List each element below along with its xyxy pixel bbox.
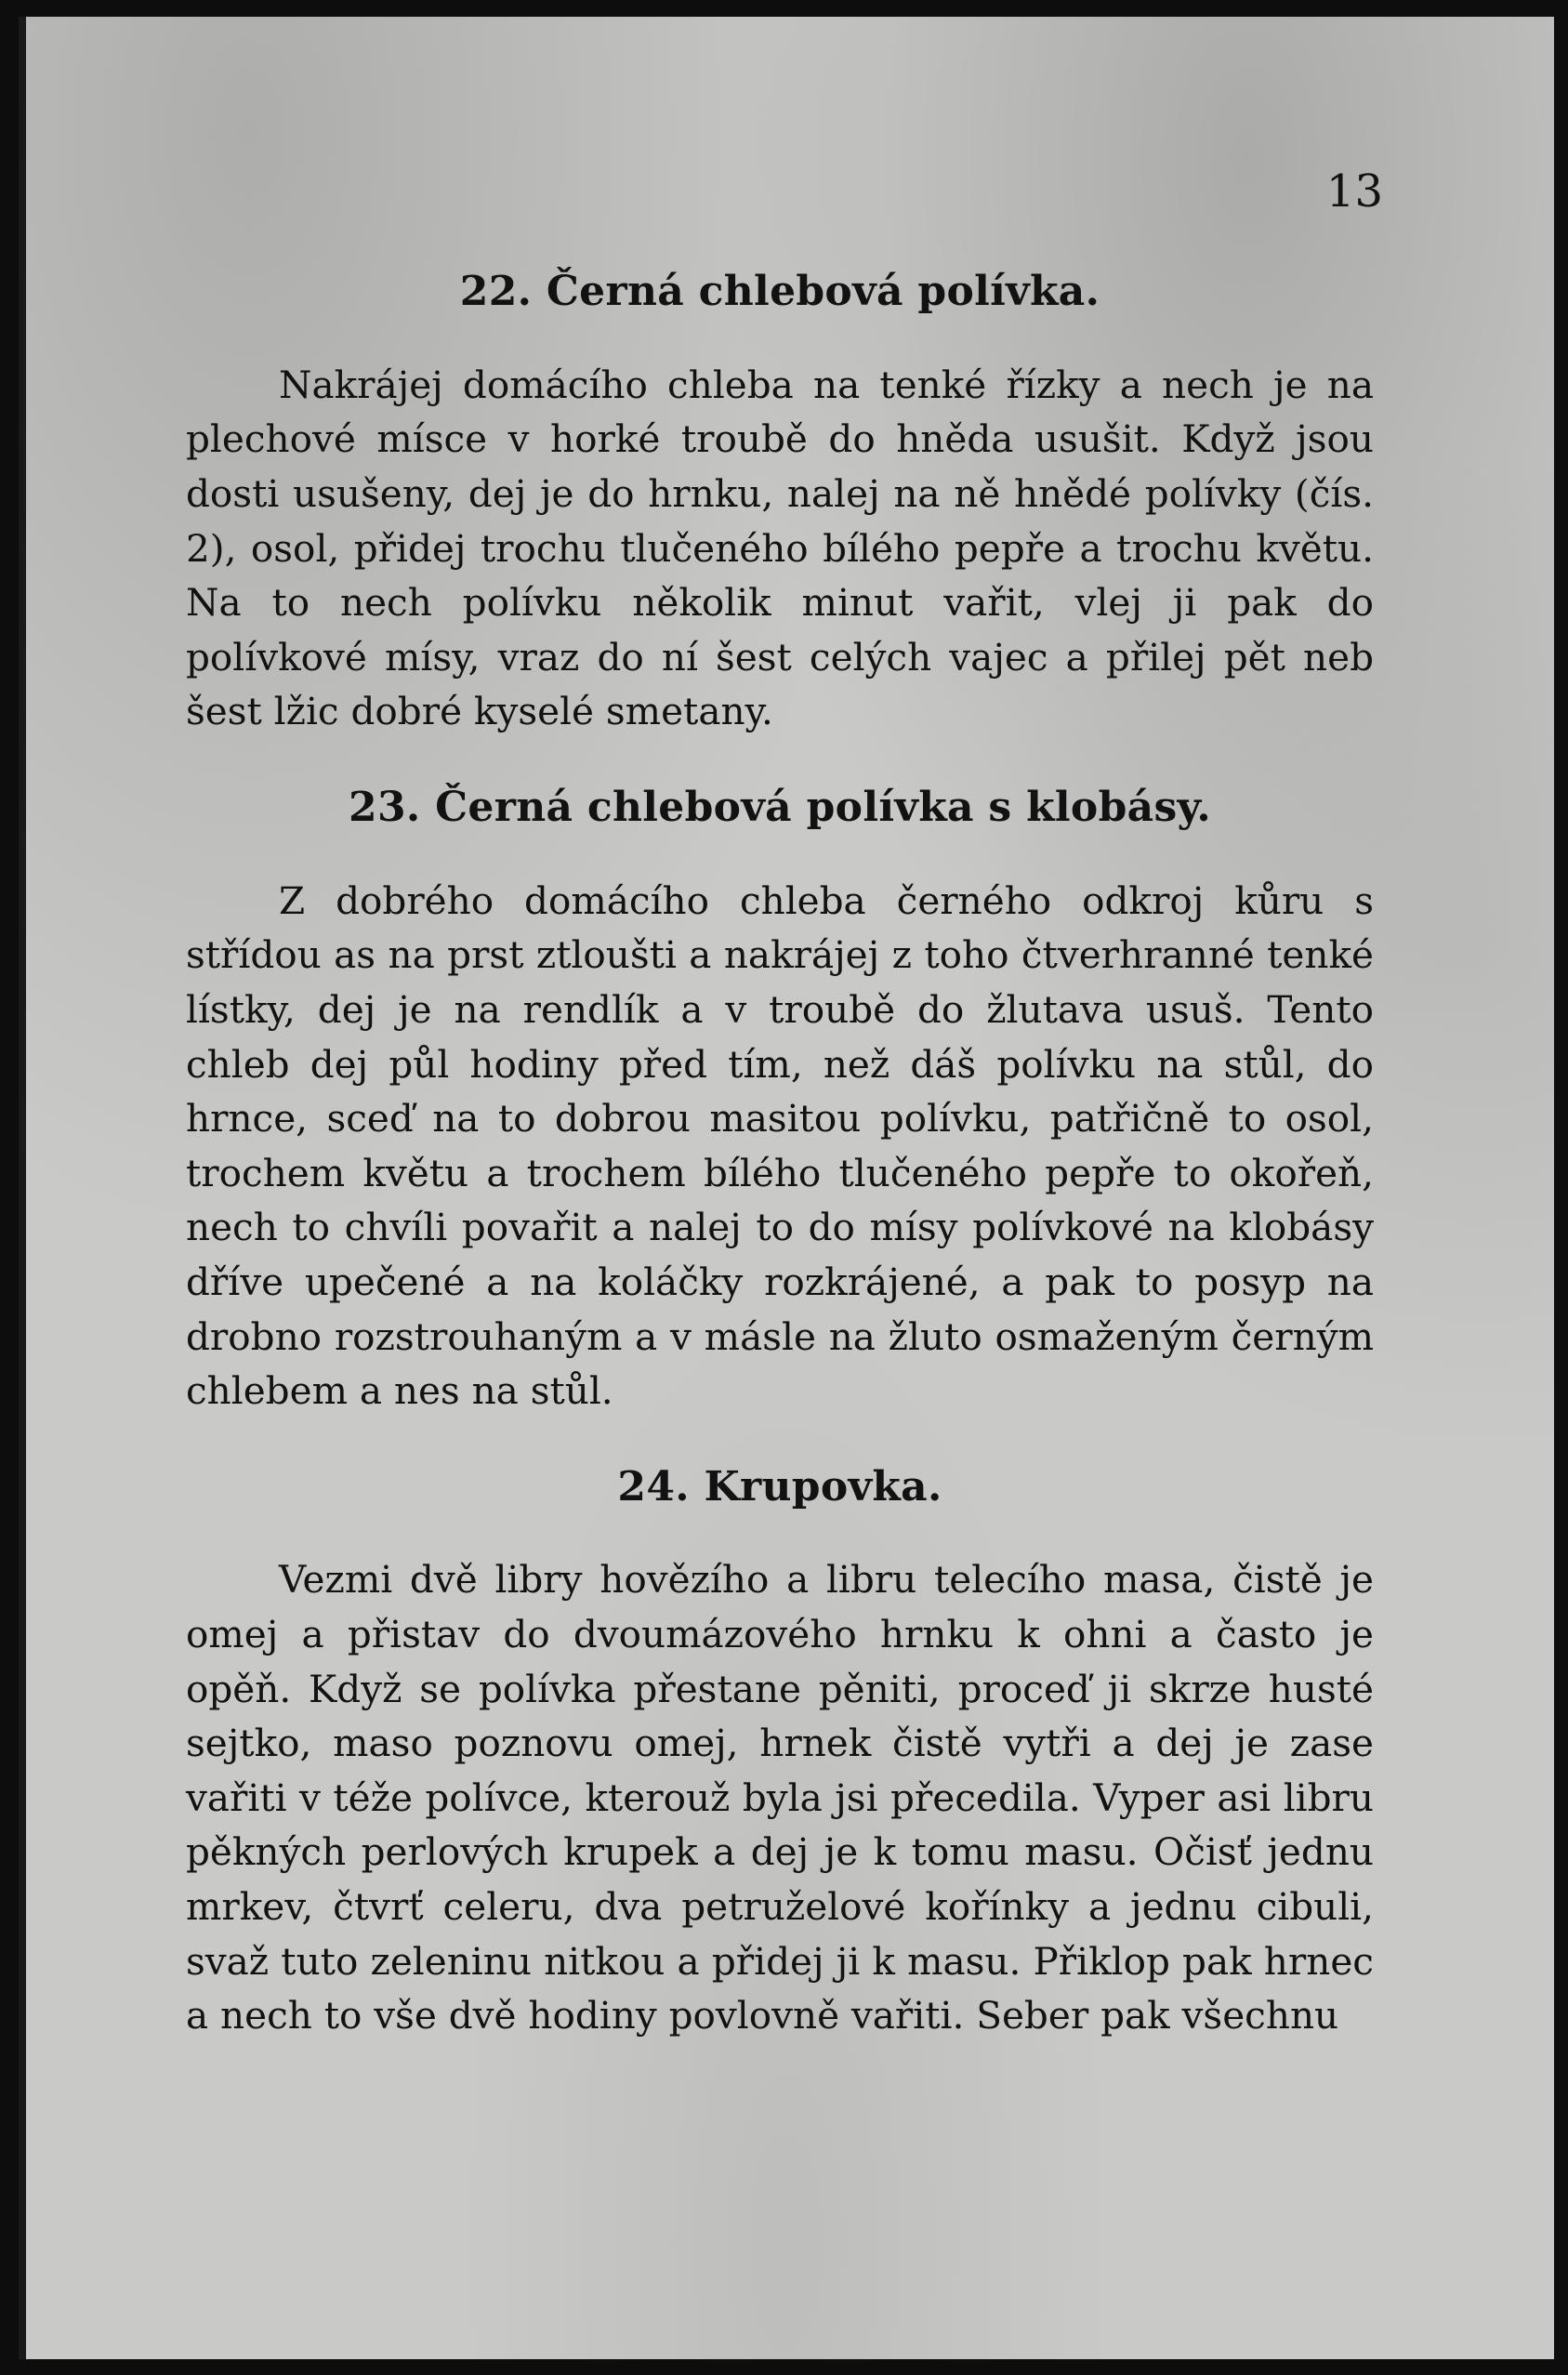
section-heading-24: 24. Krupovka.	[617, 1462, 942, 1511]
spacer	[186, 1511, 1374, 1552]
section-text-24: Vezmi dvě libry hovězího a libru telecího masa, čistě je omej a přistav do dvoumázového hrnku k ohni a často je opěň. Když se polívka přestane pěniti, proceď ji skrze husté sejtko, maso poznovu omej, hrnek čistě vytři a dej je zase vařiti v téže polívce, kterouž byla jsi přecedila. Vyper asi libru pěkných perlových krupek a dej je k tomu masu. Očisť jednu mrkev, čtvrť celeru, dva petruželové kořínky a jednu cibuli, svaž tuto zeleninu nitkou a přidej ji k masu. Přiklop pak hrnec a nech to vše dvě hodiny povlovně vařiti. Seber pak všechnu	[186, 1557, 1374, 2039]
page-number: 13	[1325, 165, 1383, 218]
section-heading-22: 22. Černá chlebová polívka.	[459, 268, 1100, 315]
spacer	[186, 317, 1374, 358]
book-page	[19, 17, 1554, 2359]
spacer	[186, 833, 1374, 874]
section-text-22: Nakrájej domácího chleba na tenké řízky a nech je na plechové mísce v horké troubě do hněda usušit. Když jsou dosti usušeny, dej je do hrnku, nalej na ně hnědé polívky (čís. 2), osol, přidej trochu tlučeného bílého pepře a trochu květu. Na to nech polívku několik minut vařit, vlej ji pak do polívkové mísy, vraz do ní šest celých vajec a přilej pět neb šest lžic dobré kyselé smetany.	[186, 362, 1374, 734]
section-text-23: Z dobrého domácího chleba černého odkroj kůru s střídou as na prst ztloušti a nakrájej z toho čtverhranné tenké lístky, dej je na rendlík a v troubě do žlutava usuš. Tento chleb dej půl hodiny před tím, než dáš polívku na stůl, do hrnce, sceď na to dobrou masitou polívku, patřičně to osol, trochem květu a trochem bílého tlučeného pepře to okořeň, nech to chvíli povařit a nalej to do mísy polívkové na klobásy dříve upečené a na koláčky rozkrájené, a pak to posyp na drobno rozstrouhaným a v másle na žluto osmaženým černým chlebem a nes na stůl.	[186, 877, 1374, 1414]
page-content	[186, 268, 1374, 2043]
spacer	[186, 739, 1374, 784]
binding-edge	[19, 17, 26, 2359]
section-heading-23: 23. Černá chlebová polívka s klobásy.	[349, 783, 1211, 831]
spacer	[186, 1418, 1374, 1463]
